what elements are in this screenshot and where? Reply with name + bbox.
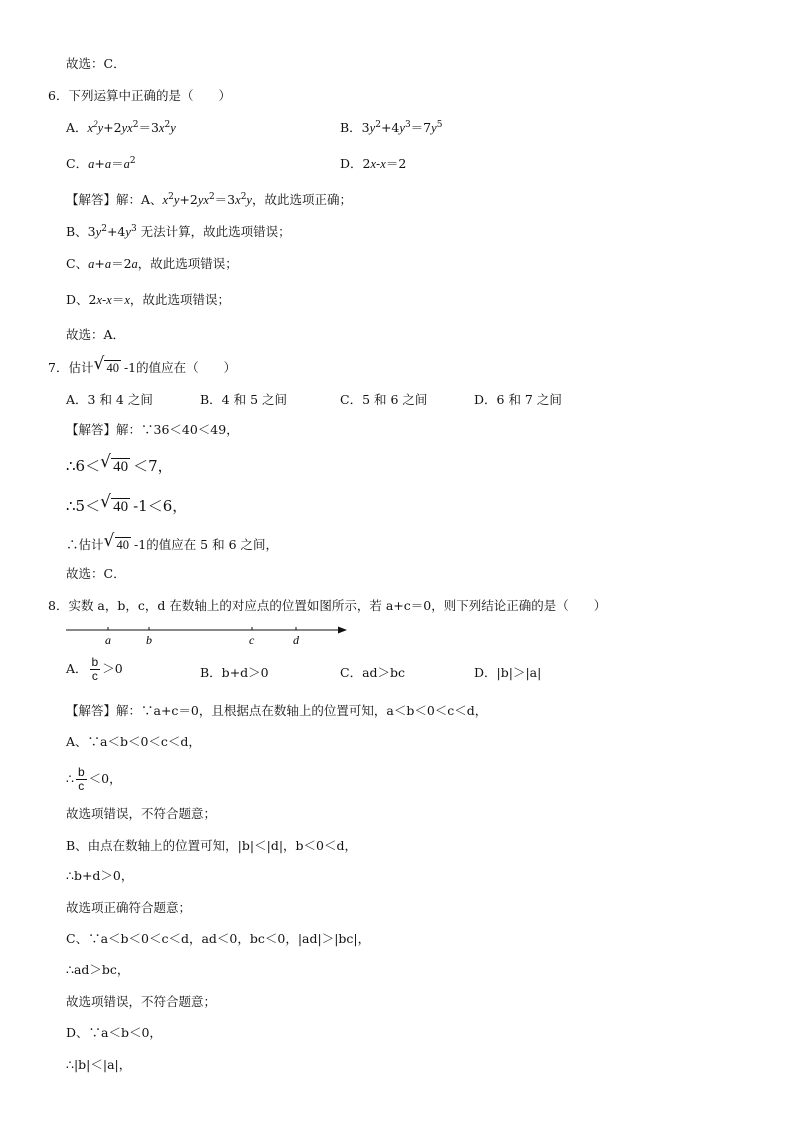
question-8-title: 8．实数 a，b，c，d 在数轴上的对应点的位置如图所示，若 a+c＝0，则下列结论正确的是（ ） [48, 598, 607, 613]
q6-solution-a: 【解答】解：A、$x^2y+2yx^2=3x^2y$，故此选项正确； [66, 192, 352, 207]
q8-option-c: C．ad＞bc [340, 665, 406, 680]
answer-line-q5: 故选：C． [66, 56, 126, 71]
q6-answer: 故选：A． [66, 327, 126, 342]
q8-b-step-1: B、由点在数轴上的位置可知，|b|＜|d|，b＜0＜d， [66, 838, 357, 853]
q8-d-step-1: D、∵a＜b＜0， [66, 1025, 162, 1040]
q7-step-1: ∴6＜ √ 40 ＜7， [66, 452, 173, 475]
q8-a-step-3: 故选项错误，不符合题意； [66, 806, 217, 821]
q6-solution-c: C、a+a＝2a，故此选项错误； [66, 256, 238, 271]
q6-option-b: B．$3y^2+4y^3=7y^5$ [340, 120, 443, 135]
q8-option-a: A． $\frac{b}{c}$ ＞0 [66, 655, 123, 683]
q8-c-step-3: 故选项错误，不符合题意； [66, 994, 217, 1009]
q8-option-b: B．b+d＞0 [200, 665, 269, 680]
q8-option-d: D．|b|＞|a| [474, 665, 542, 680]
question-7-title: 7．估计 √ 40 -1的值应在（ ） [48, 354, 237, 375]
q8-b-step-2: ∴b+d＞0， [66, 868, 134, 883]
q7-option-b: B．4 和 5 之间 [200, 392, 288, 407]
q7-option-c: C．5 和 6 之间 [340, 392, 428, 407]
q7-option-d: D．6 和 7 之间 [474, 392, 562, 407]
point-c-label: c [249, 633, 255, 646]
q8-b-step-3: 故选项正确符合题意； [66, 900, 192, 915]
q8-a-step-2: ∴ $\frac{b}{c}$ ＜0， [66, 765, 122, 793]
point-b-label: b [146, 633, 152, 646]
q8-c-step-1: C、∵a＜b＜0＜c＜d，ad＜0，bc＜0，|ad|＞|bc|， [66, 931, 371, 946]
q6-solution-d: D、2x-x＝x，故此选项错误； [66, 292, 230, 307]
q7-answer: 故选：C． [66, 566, 126, 581]
q7-step-2: ∴5＜ √ 40 -1＜6， [66, 492, 188, 515]
q6-option-d: D．2x-x＝2 [340, 156, 407, 171]
sqrt-symbol: √ 40 [93, 354, 119, 375]
q7-solution: 【解答】解：∵36＜40＜49， [66, 422, 239, 437]
point-d-label: d [293, 633, 299, 646]
q6-option-a: A．$x^2y+2yx^2=3x^2y$ [66, 119, 176, 135]
q8-d-step-2: ∴|b|＜|a|， [66, 1057, 132, 1072]
q8-c-step-2: ∴ad＞bc， [66, 962, 130, 977]
number-line-diagram [60, 622, 360, 646]
point-a-label: a [105, 633, 111, 646]
q7-option-a: A．3 和 4 之间 [66, 392, 153, 407]
q7-step-3: ∴估计 √ 40 -1的值应在 5 和 6 之间， [66, 531, 278, 552]
q8-a-step-1: A、∵a＜b＜0＜c＜d， [66, 734, 201, 749]
question-6-title: 6．下列运算中正确的是（ ） [48, 88, 231, 103]
q6-solution-b: B、$3y^2+4y^3$ 无法计算，故此选项错误； [66, 224, 291, 239]
q6-option-c: C．$a+a=a^2$ [66, 156, 136, 171]
q8-solution: 【解答】解：∵a+c＝0，且根据点在数轴上的位置可知，a＜b＜0＜c＜d， [66, 703, 488, 718]
